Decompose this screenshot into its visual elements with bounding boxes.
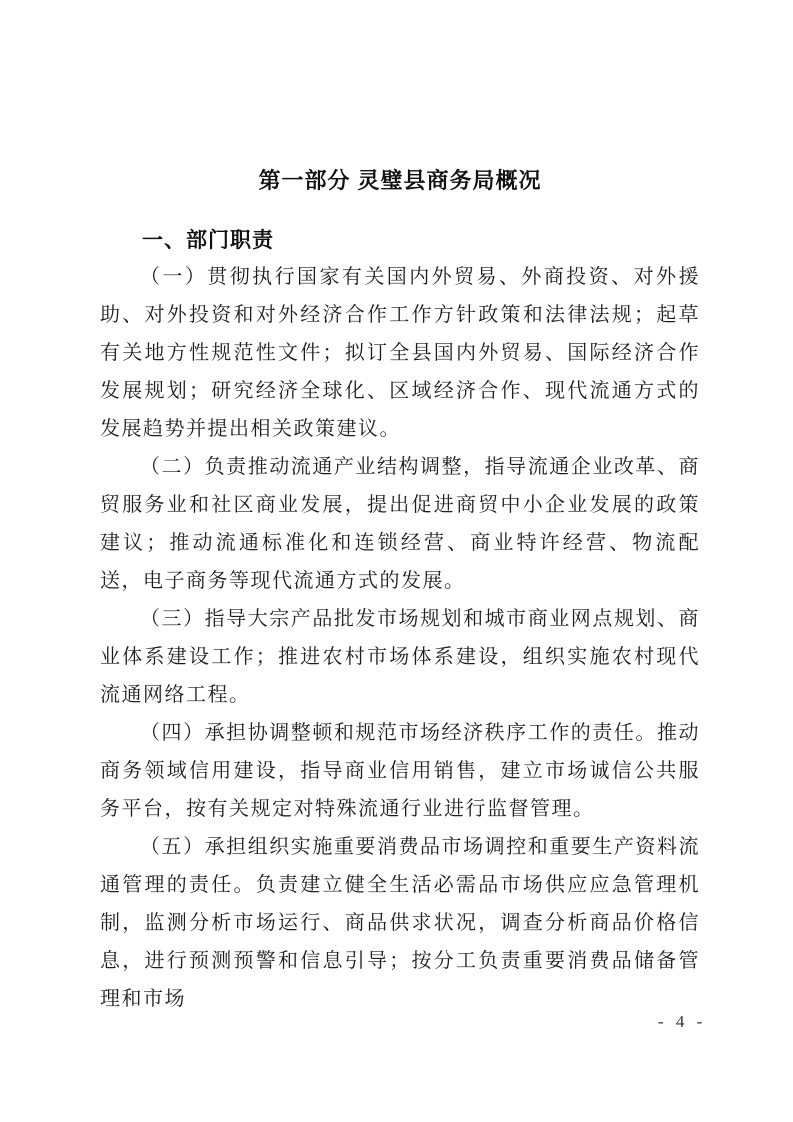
paragraph-duty-4: （四）承担协调整顿和规范市场经济秩序工作的责任。推动商务领域信用建设，指导商业信用销售，建立市场诚信公共服务平台，按有关规定对特殊流通行业进行监督管理。 (100, 722, 700, 820)
paragraph-duty-1: （一）贯彻执行国家有关国内外贸易、外商投资、对外援助、对外投资和对外经济合作工作方针政策和法律法规；起草有关地方性规范性文件；拟订全县国内外贸易、国际经济合作发展规划；研究经济全球化、区域经济合作、现代流通方式的发展趋势并提出相关政策建议。 (100, 266, 700, 440)
section-heading-duties: 一、部门职责 (142, 229, 274, 252)
document-body (100, 258, 700, 1018)
document-title: 第一部分 灵璧县商务局概况 (258, 168, 542, 193)
page-number: - 4 - (658, 1012, 707, 1031)
paragraph-duty-5: （五）承担组织实施重要消费品市场调控和重要生产资料流通管理的责任。负责建立健全生活必需品市场供应应急管理机制，监测分析市场运行、商品供求状况，调查分析商品价格信息，进行预测预警和信息引导；按分工负责重要消费品储备管理和市场 (100, 836, 700, 1010)
paragraph-duty-3: （三）指导大宗产品批发市场规划和城市商业网点规划、商业体系建设工作；推进农村市场体系建设，组织实施农村现代流通网络工程。 (100, 608, 700, 706)
paragraph-duty-2: （二）负责推动流通产业结构调整，指导流通企业改革、商贸服务业和社区商业发展，提出促进商贸中小企业发展的政策建议；推动流通标准化和连锁经营、商业特许经营、物流配送，电子商务等现代流通方式的发展。 (100, 456, 700, 592)
